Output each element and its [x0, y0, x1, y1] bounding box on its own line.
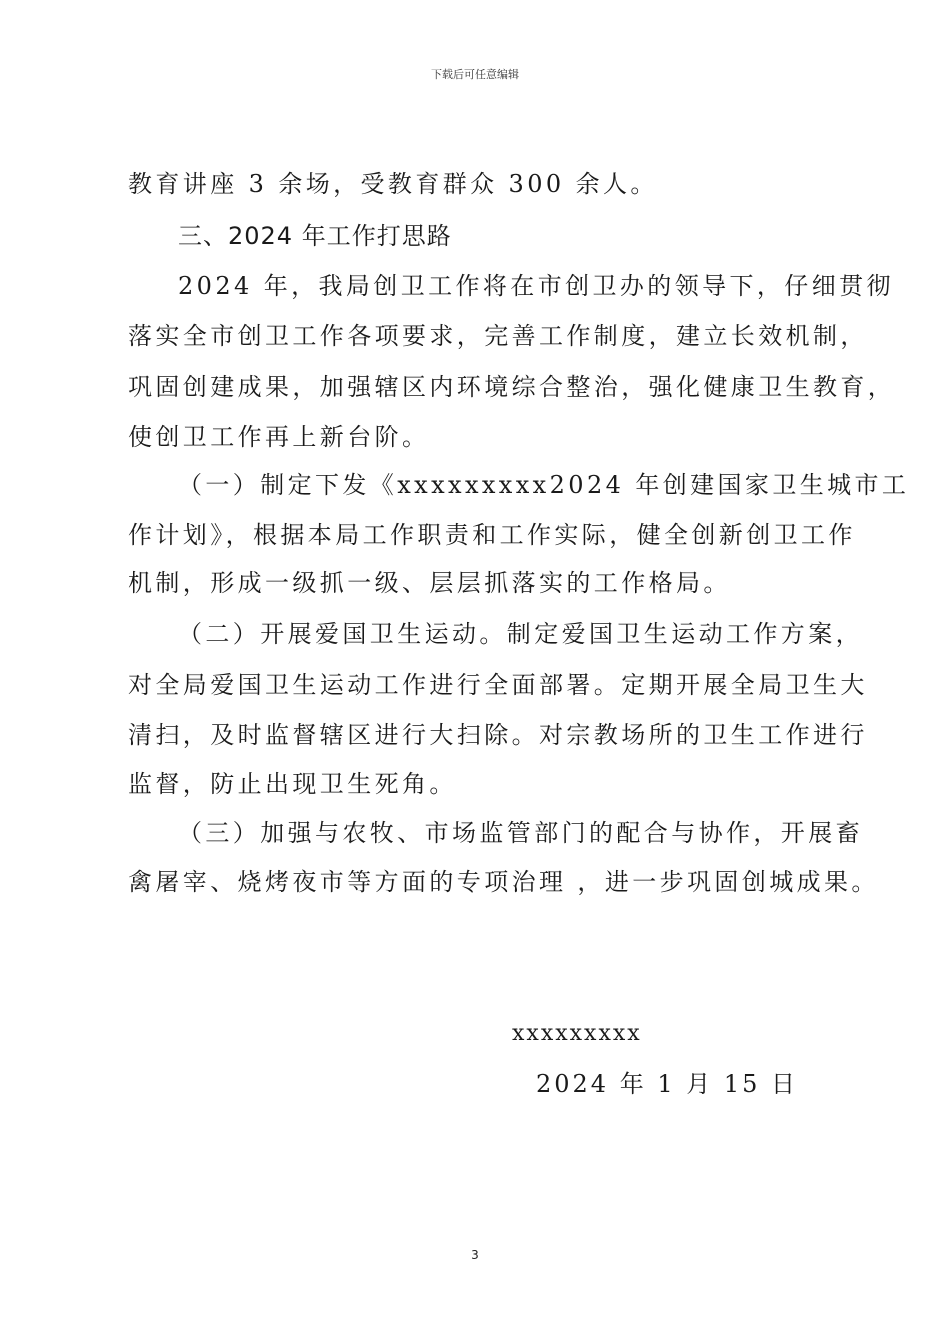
body-line: （一）制定下发《xxxxxxxxx2024 年创建国家卫生城市工 — [178, 471, 910, 499]
body-line: 作计划》，根据本局工作职责和工作实际，健全创新创卫工作 — [128, 521, 856, 549]
body-line: 对全局爱国卫生运动工作进行全面部署。定期开展全局卫生大 — [128, 671, 868, 699]
body-line: （三）加强与农牧、市场监管部门的配合与协作，开展畜 — [178, 819, 863, 847]
body-line: 监督，防止出现卫生死角。 — [128, 770, 457, 798]
body-line: 机制，形成一级抓一级、层层抓落实的工作格局。 — [128, 569, 731, 597]
body-line: 使创卫工作再上新台阶。 — [128, 423, 430, 451]
section-heading: 三、2024 年工作打思路 — [178, 222, 452, 250]
body-line: 禽屠宰、烧烤夜市等方面的专项治理 ，进一步巩固创城成果。 — [128, 868, 879, 896]
signature: xxxxxxxxx — [512, 1021, 642, 1046]
body-line: 巩固创建成果，加强辖区内环境综合整治，强化健康卫生教育， — [128, 373, 896, 401]
body-line: 落实全市创卫工作各项要求，完善工作制度，建立长效机制， — [128, 322, 868, 350]
body-line: 2024 年，我局创卫工作将在市创卫办的领导下，仔细贯彻 — [178, 272, 894, 300]
body-line: 教育讲座 3 余场，受教育群众 300 余人。 — [128, 170, 658, 198]
body-line: （二）开展爱国卫生运动。制定爱国卫生运动工作方案， — [178, 620, 863, 648]
header-note: 下载后可任意编辑 — [431, 68, 519, 81]
signature-date: 2024 年 1 月 15 日 — [536, 1070, 799, 1098]
page-number: 3 — [471, 1248, 479, 1262]
body-line: 清扫，及时监督辖区进行大扫除。对宗教场所的卫生工作进行 — [128, 721, 868, 749]
